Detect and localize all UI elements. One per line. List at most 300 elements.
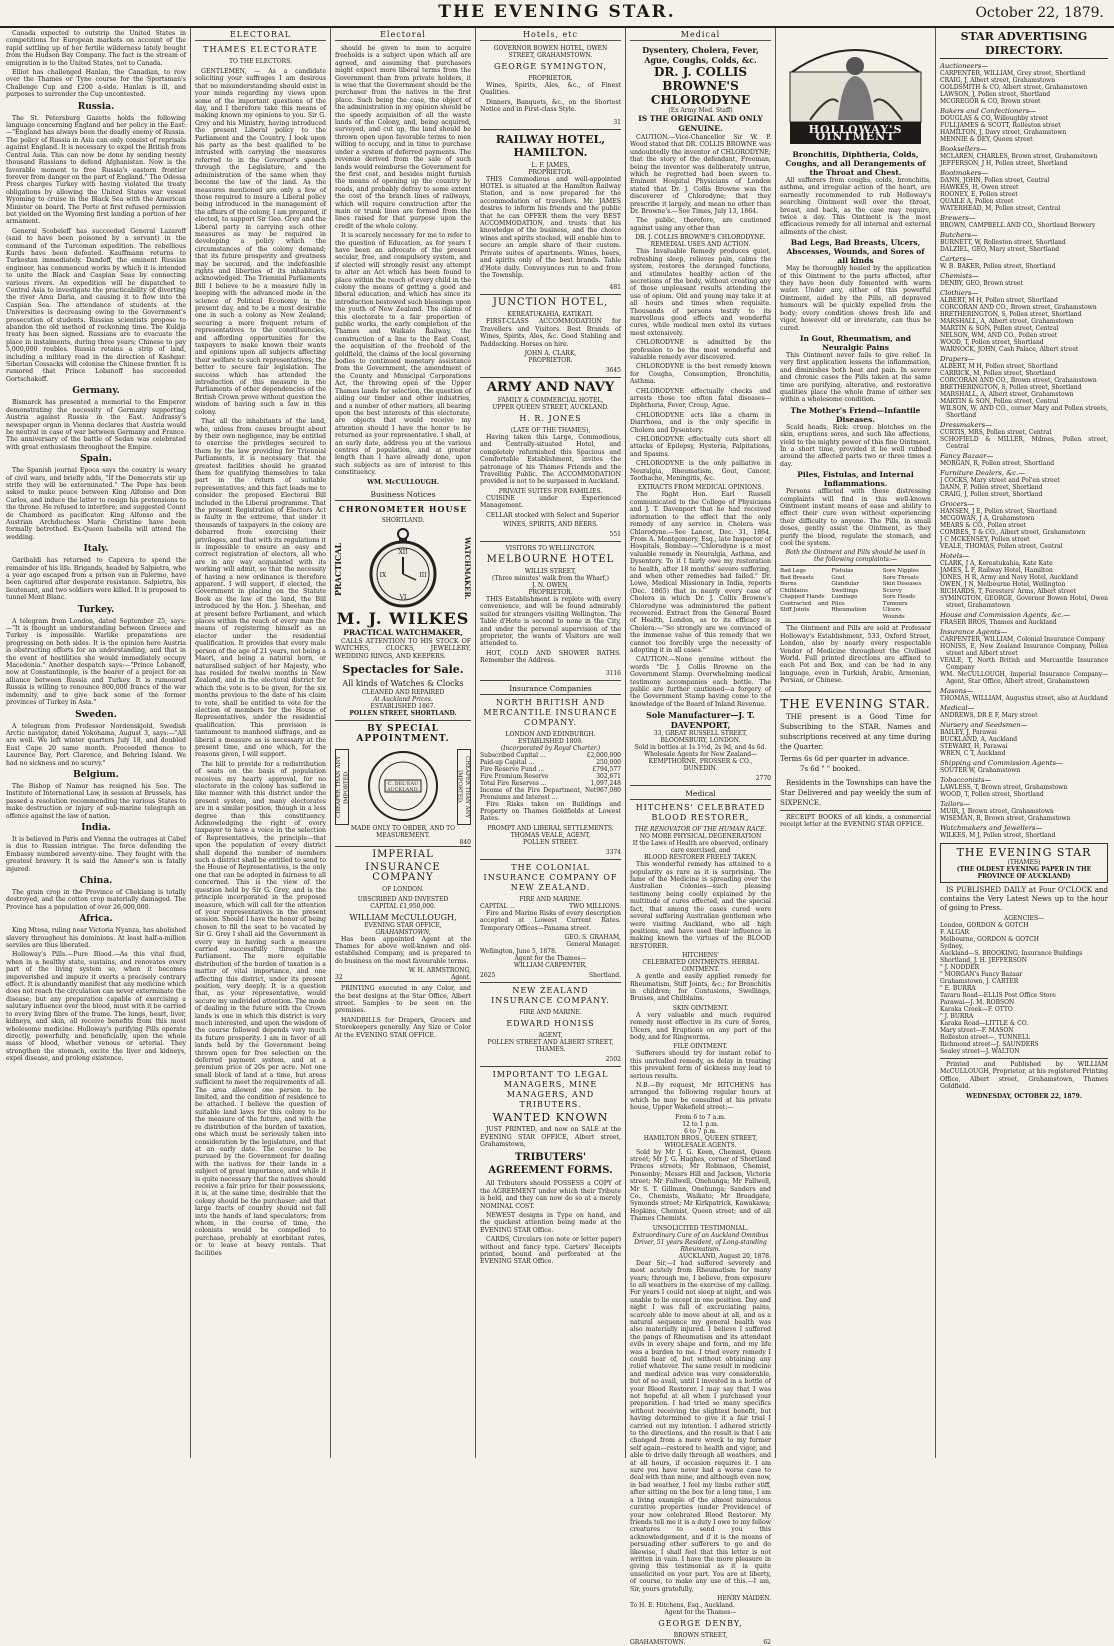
ad-side-label: WATCHMAKER. — [463, 536, 472, 600]
ad-text: CHLORODYNE is admitted by the profession to be the most wonderful and valuable remedy ever discovered. — [630, 339, 771, 361]
ad-line: FIRE AND MARINE. — [519, 895, 582, 903]
article-paragraph: GENTLEMEN, — As a candidate soliciting your suffrages I am desirous that no misunderstanding should exist in your minds regarding my views upon some of the important questions of the day, and I therefore take this means of making known my opinions to you. Sir G. Grey and his Ministry, having introduced the present Liberal policy to the Parliament and the Country, I look upon his party as the best qualified to be intrusted with carrying the measures referred to in the Governor's speech through the Legislature, and the administration of the same when they become the law of the land. As the measures mentioned are only a few of those required to insure a Liberal policy being introduced in the management of the affairs of the colony, I am prepared, if elected, to support Sir Geo. Grey and the Liberal party in carrying such other measures as may be required in developing a policy which the circumstances of the colony demand; that its future prosperity and greatness may be secured, and the indefeasible rights and liberties of its inhabitants acknowledged. The Triennial Parliaments Bill I believe to be a measure fully in keeping with the advanced mode in the science of Political Economy in the present day, and to be a most desirable one in such a colony as New Zealand; securing a more frequent return of representatives to the constituencies, and affording opportunities for the taxpayers to make known their wants and opinions upon all subjects affecting their welfare to such representatives; the better to secure fair legislation. The success which has attended the introduction of this measure in the Parliaments of other dependencies of the British Crown prove without question the wisdom of having such a law in this colony. — [195, 68, 326, 416]
ad-headline: ARMY AND NAVY — [486, 379, 615, 395]
agency-entry: Sealey street—J. WALTON — [940, 1048, 1020, 1055]
svg-text:XII: XII — [398, 548, 408, 556]
capital-row — [480, 766, 621, 773]
directory-entry: WM. McCULLOUGH, Imperial Insurance Company—Agent, Star Office, Albert street, Grahamstown — [940, 671, 1108, 685]
article-paragraph: Bismarck has presented a memorial to the Emperor demonstrating the necessity of Germany supporting Austria against Russia in the East. Andrassy's newspaper organ in Vienna declares that Austria would be neutral in case of war between Germany and France. The anniversary of the battle of Sedan was celebrated with great enthusiasm throughout the Empire. — [6, 399, 186, 451]
ad-line: Wellington, June 5, 1878. — [480, 948, 557, 956]
ad-text: This Ointment never fails to give relief. In very first application lessens the inflammation, and diminishes both heat and pain. In severe and chronic cases the Pills taken at the same time are purifying, alterative, and restorative qualities place the whole frame of either sex within a wholesome condition. — [780, 351, 931, 404]
column-news — [6, 30, 186, 1456]
agency-entry: " E. BURRA — [940, 985, 976, 992]
signature: WM. McCULLOUGH. — [367, 478, 439, 486]
article-paragraph: The bill to provide for a redistribution of seats on the basis of population receives my hearty approval, for no electorate in the colony has suffered in like manner with this district under the present system, and many electorates are in a similar position, though in a less degree than this constituency. Acknowledging the right of every taxpayer to have a voice in the selection of Representatives, the principle—that upon the population of every district shall depend the number of members such a district shall be entitled to send to the House of Representatives, is the only one that can be adopted in fairness to all concerned. This is the view of the question held by Sir G. Grey, and is the principle incorporated in the proposed measure, which will call for the attention of your representatives in the present session. Should I have the honor of being chosen to fill the seat to be vacated by Sir G. Grey I shall aid the Government in every way in having such a measure carried successfully through the Parliament. The more equitable distribution of the burden of taxation is a matter of vital importance, and one affecting this district, under its present position, very deeply. It is a question that, as your representative, would secure my undivided attention. The mode of dealing in the future with the Crown lands is one in which this district is very much interested, and upon the wisdom of the course followed depends very much its future prosperity. I am in favor of all lands held by the Government being thrown open for free selection on the deferred payment system, and at a premium price of 20s per acre. Not one small block of land at a time, but areas sufficient to meet the requirements of all. The area allowed one person to be limited, and the condition of residence to be attached. I believe the question of suitable land laws for this colony to be the measure of the future, and with the re distribution of the burden of taxation, one which must be seriously taken into consideration by the legislature, and that at an early date. The course to be pursued by the Government for dealing with the natives for their lands in a subject of great importance, and while it is quite necessary that the natives should receive a fair price for their possessions, it is, at the same time, desirable that the colony should be the purchaser; and that large tracts of country should not fall into the hands of land speculators; from whom, in the course of time, the colonists would be compelled to purchase, probably at exorbitant rates, or to lease at heavy rentals. That facilities — [195, 760, 326, 1257]
ad-text: THIS Commodious and well-appointed HOTEL is situated at the Hamilton Railway Station, and is now prepared for the accommodation of travellers. Mr. JAMES desires to inform his friends and the public that he can OFFER them the very BEST ACCOMMODATION, and trusts that his knowledge of the business, and the choice wines and spirits stocked, will enable him to secure an ample share of their custom. Private suites of apartments. Wines, beers, and spirits only of the best brands. Table d'Hote daily. Conveyances run to and from the Township. — [480, 175, 621, 279]
seal-text: C. DEL'EAU AUCKLAND. — [386, 781, 420, 794]
agency-entry: Parawai—J. M. ROBSON — [940, 999, 1015, 1006]
agency-entry: " J. BURRA — [940, 1013, 974, 1020]
directory-entry: MEARS & CO., Pollen street — [940, 522, 1026, 529]
notice-subtitle: TO THE ELECTORS. — [229, 58, 292, 65]
ad-text: The Right Hon. Earl Russell communicated to the College of Physicians and J. T. Davenport that he had received information to the effect that the only remedy of any service in Cholera was Chlorodyne.—See Lancet, Dec. 31, 1864. From A. Montgomery, Esq., late Inspector of Hospitals, Bombay:—"Chlorodyne is a most valuable remedy in Neuralgia, Asthma, and Dysentery. To it I fairly owe my restoration to health, after 18 months' severe suffering, and when other remedies had failed." Dr. Lowe, Medical Missionary in India, reports (Dec. 1865) that in nearly every case of Cholera in which Dr. J. Collis Browne's Chlorodyne was administered the patient recovered. Extract from the General Board of Health, London, as to its efficacy in Cholera:—"So strongly are we convinced of the immense value of this remedy that we cannot too forcibly urge the necessity of adopting it in all cases." — [630, 491, 771, 654]
ad-headline: THE COLONIAL INSURANCE COMPANY OF NEW ZEALAND. — [483, 862, 618, 892]
directory-entry: MARSHALL, A, Albert street, Grahamstown — [940, 391, 1074, 398]
section-heading-spain: Spain. — [80, 454, 112, 465]
directory-entry: BURNETT, W, Rolleston street, Shortland — [940, 239, 1066, 246]
ad-headline: GEORGE SYMINGTON, — [493, 62, 607, 71]
ad-line: THE RENOVATOR OF THE HUMAN RACE. — [634, 826, 767, 834]
ad-headline: IMPERIAL — [372, 849, 434, 861]
ad-number: 551 — [480, 528, 621, 542]
ad-text: Wines, Spirits, Ales, &c., of Finest Qualities. — [480, 82, 621, 97]
ad-line: Both the Ointment and Pills should be used in the following complaints:— — [785, 549, 926, 564]
agencies-list — [940, 922, 1108, 1055]
ad-side-label: PRACTICAL — [333, 542, 343, 596]
directory-entry: STEWART, H, Parawai — [940, 743, 1008, 750]
directory-entry: MARTIN & SON, Pollen street, Central — [940, 325, 1059, 332]
section-header: Medical — [630, 789, 771, 800]
ad-subtitle: PRACTICAL WATCHMAKER, — [343, 627, 463, 637]
ad-line: 6 to 7 p.m. — [684, 1127, 717, 1135]
ad-text: Dear Sir,—I had suffered severely and most acutely from Rheumatism for many years; through me, I believe, from exposure to all weathers in the exercise of my calling. For years I could not sleep at night, and was unable to lie except in one position. Day and night I was full of excruciating pains, scarcely able to move about at all, and as a natural sequence my general health was also materially injured. I believe I suffered the pangs of Rheumatism and its attendant evils in every shape and form, and my life was a burden to me. I tried every remedy I could hear of, but without obtaining any relief whatever. The same result in medicine and medical advice was very considerable, but of no avail, until I invested in a bottle of your Blood Restorer. I may say that I was not hopeful at all when I purchased your preparation. I had tried so many specifics without receiving the slightest benefit, but having determined to give it a fair trial I carried out my intention. I adhered strictly to the directions, and the result is that I am changed from a mere wreck to my former self again—restored to health and vigor, and able to drive daily through all weathers, and at all hours, if occasion requires it. I am sure you have never had a worse case to deal with than mine, and although even now, in bad weather, I feel my limbs rather stiff, after sitting on the box for a long time, I am a living example of the almost miraculous curative properties (under Providence) of your now celebrated Blood Restorer. My friends tell me it is a duty I owe to my fellow creatures to send you this acknowledgement, and if it is the means of persuading other sufferers to go and do likewise, I shall feel that this letter is not written in vain. I have the more pleasure in giving this testimonial as it is quite unsolicited on your part. You are at liberty, of course, to make any use of this.—I am, Sir, yours gratefully, — [630, 1259, 771, 1593]
ad-text: CUISINE under Experienced Management. — [480, 494, 621, 510]
ad-line: WINES, SPIRITS, AND BEERS. — [503, 521, 598, 528]
ad-line: Terms 6s 6d per quarter in advance. — [780, 754, 910, 763]
directory-entry: JAMES, L F, Railway Hotel, Hamilton — [940, 567, 1053, 574]
ad-line: ESTABLISHED 1809. — [518, 737, 583, 745]
directory-entry: J C MCKENSEY, Pollen street — [940, 536, 1030, 543]
directory-entry: HAMILTON, J, Davy street, Grahamstown — [940, 129, 1067, 136]
directory-entry: ANDREWS, DR E F, Mary street — [940, 712, 1038, 719]
ad-line: PROPRIETOR. — [528, 589, 573, 596]
directory-entry: HAWKES, H, Owen street — [940, 184, 1019, 191]
ad-line: FIRE AND MARINE. — [519, 1009, 582, 1017]
ad-line: CLEANED AND REPAIRED — [361, 689, 445, 697]
agency-entry: " J. NODDER — [940, 964, 980, 971]
holloway-illustration — [780, 32, 931, 147]
article-paragraph: The St. Petersburg Gazette holds the following language concerning England and her policy in the East:—"England has always been the deadly enemy of Russia. The policy of Russia in Asia can only consist of reprisals against England. It is necessary to expel the British from Central Asia. This can now be done by sending twenty thousand Russians to defend Afghanistan. Now is the favorable moment to free Russia's eastern frontier forever from danger on the part of England." The Odessa Press charges Turkey with having violated the treaty obligations by allowing the United States war vessel Wyoming to cruise in the Black Sea with the American Minister on board. The Porte at first refused permission but yielded on the Wyoming first landing a portion of her armament. — [6, 114, 186, 226]
ad-text: Scald heads, Rick: croup. blotches on the skin, eruptions sores, and such like affections, yield to the mighty power of this fine Ointment. In a short time, provided it be well rubbed around the affected parts two or three times a day. — [780, 423, 931, 468]
ad-line: All kinds of Watches & Clocks — [342, 679, 464, 689]
section-heading-italy: Italy. — [83, 544, 109, 555]
ad-line: From 6 to 7 a.m. — [675, 1113, 726, 1121]
complaints-list — [780, 565, 931, 623]
ad-line: PROPRIETOR. — [528, 356, 573, 364]
ad-line: If the Laws of Health are observed, ordinary care exercised, and — [632, 840, 769, 855]
ad-line: HITCHENS' — [682, 952, 719, 960]
directory-category: Booksellers— — [940, 145, 987, 153]
section-header: Business Notices — [335, 490, 471, 501]
article-paragraph: The grain crop in the Province of Chekiang is totally destroyed, and the cotton crop materially damaged. The Province has a population of over 26,000,000. — [6, 889, 186, 911]
ad-line: AGENT, — [538, 1032, 563, 1040]
ad-line: POLLEN STREET. — [523, 838, 578, 846]
ad-number: 3116 — [480, 667, 621, 681]
ad-headline: EDWARD HONISS — [506, 1019, 595, 1029]
ad-headline: HITCHENS' CELEBRATED BLOOD RESTORER, — [635, 803, 766, 823]
ad-number: 840 — [335, 839, 471, 847]
ad-line: HAMILTON BROS., QUEEN STREET, — [643, 1134, 758, 1142]
directory-entry: MCGOWAN, J A, Grahamstown — [940, 515, 1035, 522]
ad-headline: TRIBUTERS' AGREEMENT FORMS. — [488, 1152, 613, 1177]
ad-line: POLLEN STREET AND ALBERT STREET, THAMES. — [487, 1039, 614, 1054]
column-rule — [625, 28, 626, 1458]
ad-line: DUNEDIN. — [683, 765, 718, 773]
section-heading-sweden: Sweden. — [75, 709, 117, 720]
directory-entry: DANN, JOHN, Pollen street, Central — [940, 177, 1050, 184]
directory-category: Bakers and Confectioners— — [940, 107, 1036, 115]
ad-line: HENRY MAIDEN. — [717, 1594, 771, 1602]
column-electoral — [195, 30, 326, 1456]
ad-headline: BY SPECIAL APPOINTMENT. — [356, 724, 450, 745]
ad-line: PRIVATE SUITES FOR FAMILIES. — [498, 487, 603, 495]
directory-entry: ROONEY, E, Pollen street — [940, 191, 1018, 198]
ad-line: L. F. JAMES, — [531, 161, 570, 169]
ad-text: Fire and Marine Risks of every description accepted at Lowest Current Rates. Temporary Offices—Panama street. — [480, 909, 621, 932]
ad-headline: The Mother's Friend—Infantile Diseases. — [790, 405, 921, 424]
ad-text: Having taken this Large, Commodious, and Centrally-situated Hotel, and completely refurnished this Spacious and Comfortable Establishment, invites the patronage of his Thames Friends and the Travelling Public. The ACCOMMODATION provided is not to be surpassed in Auckland. — [480, 433, 621, 486]
directory-entry: MCGREGOR & CO, Brown street — [940, 98, 1041, 105]
directory-category: Chemists— — [940, 272, 979, 280]
directory-entry: WILKES, M J, Pollen street, Shortland — [940, 832, 1056, 839]
directory-entry: HANSEN, J E, Pollen street, Shortland — [940, 508, 1057, 515]
ad-number: 2770 — [630, 772, 771, 786]
directory-category: Brewers— — [940, 214, 976, 222]
ad-title: M. J. WILKES — [336, 608, 470, 628]
ad-line: THOMAS VEALE, AGENT, — [510, 831, 591, 839]
ad-headline: NORTH BRITISH AND MERCANTILE INSURANCE COMPANY. — [483, 697, 618, 727]
ad-headline: GEORGE DENBY, — [658, 1618, 743, 1628]
directory-category: Tailors— — [940, 800, 971, 808]
agency-entry: Mary street—F. MASON — [940, 1027, 1014, 1034]
ad-line: 12 to 1 p.m. — [682, 1120, 719, 1128]
ad-line: ESTABLISHED 1867. — [370, 703, 436, 711]
row-value: 250,000 — [596, 758, 621, 766]
directory-entry: MUIR, J, Brown street, Grahamstown — [940, 808, 1054, 815]
complaints-column: Fistulas Gout Glandular Swellings Lumbago Piles Rheumatism — [831, 568, 867, 614]
ad-line: CAPITAL £1,950,000. — [370, 903, 436, 911]
directory-entry: ALBERT, M H, Pollen street, Shortland — [940, 297, 1058, 304]
agencies-heading: AGENCIES— — [1003, 915, 1045, 922]
directory-category: Carters— — [940, 255, 973, 263]
directory-category: Hotels— — [940, 552, 970, 560]
notice-title: THAMES ELECTORATE — [203, 45, 318, 54]
ad-text: N.B.—By request, Mr HITCHENS has arranged the following regular hours at which he may be consulted at his private house, Upper Wakefield street:— — [630, 1082, 771, 1112]
ad-text: This Invaluable Remedy produces quiet, refreshing sleep, relieves pain, calms the system, restores the deranged functions, and stimulates healthy action of the secretions of the body, without creating any of those unpleasant results attending the use of opium. Old and young may take it at all hours and times when requisite. Thousands of persons testify to its marvellous good effects and wonderful cures, while medical men extol its virtues most extensively. — [630, 248, 771, 337]
directory-entry: SOUTER W, Grahamstown — [940, 767, 1021, 774]
ad-line: UPPER QUEEN STREET, AUCKLAND. — [492, 403, 609, 411]
directory-category: Medical— — [940, 704, 975, 712]
pocket-watch-icon — [363, 526, 443, 608]
directory-entry: NELSON, WM, AND CO., Pollen street — [940, 332, 1058, 339]
ad-line: SKIN OINTMENT. — [672, 1004, 729, 1012]
ad-text: The public, therefore, are cautioned against using any other than — [630, 217, 771, 232]
agency-entry: Sydney, — [940, 943, 964, 950]
article-paragraph: A telegram from Professor Nordenskjold, Swedish Arctic navigator, dated Yokohama, August 3, says:—"All are well. We left winter quarters July 18, and doubled East Cape 20 same month. Proceeded thence to Laurence Bay, Port Clarence, and Behring Island. We had no sickness and no scurvy." — [6, 722, 186, 767]
section-heading-china: China. — [79, 876, 113, 886]
watch-illustration — [335, 524, 471, 610]
directory-entry: GOLDSMITH & CO, Albert street, Grahamstown — [940, 84, 1088, 91]
directory-entry: VEALE, T, North British and Mercantile Insurance Company — [940, 657, 1108, 671]
ad-line: PROPRIETOR. — [528, 168, 573, 176]
ad-headline: Spectacles for Sale. — [342, 663, 464, 677]
directory-category: Dressmakers— — [940, 421, 992, 429]
ad-headline: THE EVENING STAR. — [780, 696, 931, 711]
directory-heading: STAR ADVERTISING DIRECTORY. — [940, 30, 1108, 59]
agency-entry: Tararu Road—ELLIS Post Office Store — [940, 992, 1056, 999]
section-heading-africa: Africa. — [79, 914, 113, 925]
row-label: Fire Reserve Fund ... — [480, 765, 545, 773]
ad-title: CHRONOMETER HOUSE — [338, 503, 468, 514]
agency-entry: Rolleston street—, TUNNELL — [940, 1034, 1030, 1041]
column-rule — [775, 28, 776, 1458]
directory-entry: WATERHEAD, M, Pollen street, Central — [940, 205, 1061, 212]
box-subtitle: (THAMES) — [1007, 859, 1041, 866]
agency-entry: Melbourne, GORDON & GOTCH — [940, 936, 1039, 943]
directory-category: Drapers— — [940, 355, 975, 363]
ad-subtitle: SHORTLAND. — [381, 516, 425, 524]
directory-entry: CLARK, J A, Kereatukahia, Kate Kate — [940, 560, 1053, 567]
directory-entry: MENNIE & DEY, Queen street — [940, 136, 1033, 143]
ad-banner: HOLLOWAY'S OINTMENT — [808, 123, 903, 144]
ad-text: Sold by Mr J. G. Keen, Chemist, Queen street; Mr J. G. Hughes, corner of Shortland Princes streets; Mr Robinson, Chemist, Ponsonby; Messrs Hill and Jackson, Victoria street; Mr Fallwell, Onehunga; Mr Fallwell, Mr S. T. Gillman, Onehunga; Sanders and Co., Chemists, Waikato; Mr Broadgate, Symonds street; Mr Kirkpatrick, Kawakawa; Hopkins, Chemist, Queen street; and of all Thames Chemists. — [630, 1148, 771, 1223]
ad-headline: NEW ZEALAND INSURANCE COMPANY. — [491, 986, 610, 1006]
ad-text: Sufferers should try for instant relief to this unrivalled remedy, as delay in treating this prevalent form of sickness may lead to serious results. — [630, 1050, 771, 1080]
column-header: ELECTORAL — [195, 30, 326, 41]
directory-entry: RICHARDS, T, Foresters' Arms, Albert street — [940, 588, 1076, 595]
article-paragraph: should be given to men to acquire freeholds is a subject upon which all are agreed, and assuming that purchasers might expect more liberal terms from the Government than from private holders, it is wise that the Government should be the purchaser from the natives in the first place. Such being the case, the object of the administration in my opinion should be the speedy acquisition of all the waste lands of the Colony, and, being acquired, surveyed, and cut up, the land should be thrown open upon favorable terms to men willing to occupy, and in time to purchase under a system of deferred payments. The revenue derived from the sale of such lands would reimburse the Government for the first cost, and besides might furnish the means of opening up the country by roads, and probably defray to some extent the cost of the branch lines of railways, which will require construction after the main or trunk lines are formed from the lines raised for that purpose upon the credit of the whole colony. — [335, 45, 471, 230]
directory-entry: CRAIG, J, Albert street, Grahamstown — [940, 77, 1056, 84]
row-label: Income of the Fire Department, Net Premiums and Interest ... — [480, 786, 597, 801]
ad-footer — [630, 1639, 771, 1646]
capital-row — [480, 780, 621, 787]
ad-text: CELLAR stocked with Select and Superior — [486, 511, 619, 519]
capital-row — [480, 759, 621, 766]
agency-entry: Grahamstown, J. CARTER — [940, 978, 1019, 985]
svg-text:III: III — [419, 571, 427, 579]
column-hotels — [480, 30, 621, 1456]
ad-headline: Dysentery, Cholera, Fever, Ague, Coughs, Colds, &c. — [642, 45, 759, 65]
article-paragraph: Canada expected to outstrip the United States in competitions for European markets on account of the rapid settling up of her fertile wilderness lately bought from the Hudson Bay Company. The fact is the stream of emigration is to the United States, not to Canada. — [6, 30, 186, 67]
capital-row — [480, 787, 621, 801]
ad-line: JOHN A. CLARK, — [524, 349, 577, 357]
ad-line: EXTRACTS FROM MEDICAL OPINIONS. — [637, 484, 764, 492]
ad-line: NO MORE PHYSICAL DEGENERATION — [639, 833, 762, 841]
article-paragraph: King Mtesa, ruling near Victoria Nyanza, has abolished slavery throughout his dominions. At least half-a-million serviles are thus liberated. — [6, 927, 186, 950]
ad-headline: WANTED KNOWN — [492, 1111, 609, 1125]
ad-text: CHLORODYNE is the best remedy known for Coughs, Consumption, Bronchitis, Asthma. — [630, 363, 771, 386]
ad-number: 3374 — [480, 846, 621, 860]
directory-entry: DENBY, GEO, Brown street — [940, 280, 1023, 287]
directory-entry: CURTIS, MRS, Pollen street, Central — [940, 429, 1052, 436]
ad-line: WILLIAM McCULLOUGH, — [349, 913, 457, 923]
ad-text: Residents in the Townships can have the Star Delivered and pay weekly the sum of SIXPENCE. — [780, 778, 931, 807]
section-heading-germany: Germany. — [72, 386, 120, 397]
ad-headline: RAILWAY HOTEL, HAMILTON. — [495, 132, 606, 159]
article-paragraph: The Spanish journal Epoca says the country is weary of civil wars, and briefly adds, "If the Democrats stir up strife they will be exterminated." The Pope has been asked to make peace between King Alfonso and Don Carlos, and induce the latter to resign his pretensions to the throne. He refused to interfere; and suggested Count de Chambord as pacificator. King Alfonso and the Austrian Archduchess Marie Christine have been formally betrothed. Ex-Queen Isabella will attend the wedding. — [6, 467, 186, 541]
capital-row — [480, 903, 621, 910]
ad-text: CAUTION.—Vice-Chancellor Sir W. P. Wood stated that DR. COLLIS BROWNE was undoubtedly the inventor of CHLORODYNE; that the story of the defendant, Freeman, being the inventor was deliberately untrue, which he regretted had been sworn to. Eminent Hospital Physicians of London stated that Dr. J. Collis Browne was the discoverer of Chlorodyne; that they prescribe it largely, and mean no other than Dr. Browne's.—See Times, July 13, 1864. — [630, 134, 771, 216]
article-paragraph: It is scarcely necessary for me to refer to the question of Education, as for years I have been an advocate of the present secular, free, and compulsory system, and if elected will strongly resist any attempt to alter an Act which has been found to place within the reach of every child in the colony the means of getting a good and liberal education, and which has since its introduction bestowed such blessings upon the youth of New Zealand. The claims of this electorate to a fair proportion of public works, the early completion of the Thames and Waikato Railway, the construction of a line to the East Coast, the acquisition of the freehold of the goldfield, the claims of the local governing bodies to continued monetary assistance from the Government, the amendment of the County and Municipal Corporations Act, the throwing open of the Upper Thames lands for selection, the question of aiding our timber and other industries, and a number of other matters, all bearing upon the best interests of this electorate, are objects that would receive my attention should I have the honor to be returned as your representative. I shall, at an early date, address you at the various centres of population, and at greater length than I have already done, upon such subjects as are of interest to this constituency. — [335, 232, 471, 477]
directory-entry: CORCORAN AND CO., Brown street, Grahamstown — [940, 304, 1097, 311]
ad-line: WILLIAM CARPENTER, — [513, 962, 588, 970]
directory-category: Bootmakers— — [940, 169, 989, 177]
ad-line: GOVERNOR BOWEN HOTEL, OWEN STREET, GRAHAMSTOWN. — [493, 45, 608, 59]
ad-number: 3645 — [480, 364, 621, 378]
ad-line: 7s 6d " " booked. — [800, 764, 861, 773]
directory-category: Tobacconists— — [940, 776, 992, 784]
ad-line: AUCKLAND, August 20, 1878. — [678, 1252, 771, 1260]
directory-entry: CARRICK, M, Pollen street, Shortland — [940, 370, 1056, 377]
capital-row — [480, 752, 621, 759]
section-heading-turkey: Turkey. — [77, 604, 115, 615]
ad-text: CHLORODYNE acts like a charm in Diarrhoea, and is the only specific in Cholera and Dysentery. — [630, 411, 771, 434]
ad-line: UNSOLICITED TESTIMONIAL. — [652, 1224, 749, 1232]
ad-text: Has been appointed Agent at the Thames for above well-known and old-established Company, and is prepared to do business on the most favourable terms. — [335, 935, 471, 965]
column-rule — [935, 28, 936, 1458]
article-paragraph: A telegram from London, dated September 25, says:—"It is thought an understanding between Greece and Turkey is impossible. Warlike preparations are progressing on both sides. It is the opinion here Austria is obstructing efforts for an understanding, and that in the event of hostilities she would immediately occupy Macedonia." Another despatch says:—"Prince Lobanoff, now at Constantinople, is the bearer of a project for an alliance between Russia and Turkey. It is rumoured Russia is willing to renounce 800,000 francs of the war indemnity, and to give back some of the former provinces of Turkey in Asia." — [6, 617, 186, 707]
ad-headline: MELBOURNE HOTEL — [486, 554, 615, 565]
column-rule — [190, 28, 191, 1458]
ad-line: General Manager. — [566, 941, 621, 949]
ad-line: LONDON AND EDINBURGH. — [505, 730, 596, 738]
ad-text: NEWEST designs in Type on hand, and the quickest attention being made at the EVENING STAR Office. — [480, 1211, 621, 1234]
article-paragraph: Garibaldi has returned to Caprera to spend the remainder of his life. Brigands, headed by Salpietra, who a year ago escaped from a prison van in Palermo, have been captured after desperate resistance. Salpietra, his lieutenant, and two soldiers were killed. It is proposed to tunnel Mont Blanc. — [6, 557, 186, 602]
ad-text: HOT, COLD AND SHOWER BATHS. Remember the Address. — [480, 649, 621, 665]
ad-number: 2625 — [480, 972, 496, 980]
directory-entry: WREN, C T, Auckland — [940, 750, 1006, 757]
ad-line: REMEDIAL USES AND ACTION. — [650, 241, 751, 249]
directory-entry: WARNOCK, JOHN, Cash Palace, Albert street — [940, 346, 1079, 353]
row-label: Fire Premium Reserve — [480, 772, 549, 780]
directory-entry: SYMINGTON, GEORGE, Governor Bowen Hotel, Owen street, Grahamstown — [940, 595, 1108, 609]
row-value: 302,671 — [596, 772, 621, 780]
directory-entry: WISEMAN, R, Brown street, Grahamstown — [940, 815, 1071, 822]
directory-category: Masons— — [940, 687, 974, 695]
article-paragraph: It is believed in Paris and Vienna the outrages at Cabul is due to Russian intrigue. The force defending the Embassy numbered seventy-nine. They fought with the greatest bravery. It is said the Ameer's son is fatally injured. — [6, 835, 186, 873]
directory-entry: THOMAS, WILLIAM, Augustus street, also at Auckland — [940, 695, 1108, 702]
column-header: Electoral — [335, 30, 471, 41]
ad-number: 32 — [335, 974, 343, 982]
ad-text: Dinners, Banquets, &c., on the Shortest Notice and in First-class Style. — [480, 98, 621, 114]
row-label: Total Fire Reserves ... — [480, 779, 547, 787]
article-paragraph: The Bishop of Namur has resigned his See. The Institute of International Law, in session at Brussels, has passed a resolution recommending the various States to make destruction or injury of sub-marine telegraph an offence against the law of nation. — [6, 782, 186, 820]
agency-entry: Auckland—S. BROOKING, Insurance Buildings — [940, 950, 1083, 957]
directory-entry: CORCORAN AND CO., Brown street, Grahamstown — [940, 377, 1097, 384]
directory-category: Auctioneers— — [940, 62, 989, 70]
directory-entry: BRETHERINGTON, S, Pollen street, Shortland — [940, 311, 1082, 318]
directory-entry: CRAIG, J, Pollen street, Shortland — [940, 491, 1043, 498]
directory-entry: DANN, F, Pollen street, Shortland — [940, 484, 1043, 491]
directory-category: Nursery and Seedsmen— — [940, 721, 1028, 729]
ad-line: Extraordinary Cure of an Auckland Omnibus Driver, 51 years Resident, of Long-standing Rheumatism. — [632, 1231, 769, 1253]
masthead-date: October 22, 1879. — [975, 5, 1104, 21]
directory-list — [940, 62, 1108, 839]
ad-headline: In Gout, Rheumatism, and Neuralgic Pains — [799, 333, 912, 352]
directory-entry: W. B. BAKER, Pollen street, Shortland — [940, 263, 1056, 270]
article-paragraph: That all the inhabitants of the land, who, unless from causes brought about by their own negligence, may be entitled to exercise the privileges secured to them by the law providing for Triennial Parliaments, it is necessary that the greatest facilities should be granted them for qualifying themselves to take part in the return of suitable representatives; and this fact leads me to consider the proposed Electoral Bill included in the Liberal programme. That the present Registration of Electors Act is faulty in the extreme, that under it thousands of taxpayers in the colony are debarred from exercising their privileges, and that with its regulations it is impossible to ensure an easy and correct registration of electors, all who are in any way acquainted with its working will admit, so that the necessity of having a new ordinance is therefore apparent. I will support, if elected, the Government in placing on the Statute Book as the law of the land, the Bill introduced by the Hon. J. Sheehan, and at present before Parliament, and which places within the reach of every man the means of registering himself as an elector under the residential qualification. It provides that every male person of the age of 21 years, not being a Maori, and being a natural born, or naturalised subject of her Majesty, who has resided for twelve months in New Zealand, and in the electoral district for which the vote is to be given, for the six months previous to the date of his claim to vote, shall be entitled to vote for the election of members for the House of Representatives, under the residential qualification. This provision is tantamount to manhood suffrage, and as liberal a measure as is necessary at the present time, and one which, for the reasons given, I will support. — [195, 418, 326, 759]
ad-line: IS THE ORIGINAL AND ONLY GENUINE. — [638, 114, 763, 133]
ad-line: Sold in bottles at 1s 1½d, 2s 9d, and 4s 6d. — [634, 744, 767, 752]
column-electoral-business — [335, 30, 471, 1456]
directory-entry: MORGAN, R, Pollen street, Shortland — [940, 460, 1055, 467]
ad-line: Sole Manufacturer—J. T. DAVENPORT, — [646, 710, 755, 731]
ad-line: Agent for the Thames— — [514, 955, 587, 963]
ad-text: CHLORODYNE is the only palliative in Neuralgia, Rheumatism, Gout, Cancer, Toothache, Meningitis, &c. — [630, 460, 771, 483]
directory-entry: MCLAREN, CHARLES, Brown street, Grahamstown — [940, 153, 1098, 160]
svg-text:IX: IX — [379, 571, 387, 579]
ad-line: PROMPT AND LIBERAL SETTLEMENTS. — [487, 824, 614, 832]
ad-text: All Tributers should POSSESS a COPY of the AGREEMENT under which their Tribute is held, and they can now do so at a merely NOMINAL COST. — [480, 1180, 621, 1210]
ad-text: A very valuable and much required remedy most effective in its cure of Sores, Ulcers, and Eruptions on any part of the body, and for Ringworms. — [630, 1011, 771, 1041]
ad-line: UBSCRIBED AND INVESTED — [357, 896, 449, 904]
directory-entry: BRETHERINGTON, S, Pollen street, Shortland — [940, 384, 1082, 391]
ad-line: (Ex Army Med. Staff) — [668, 107, 733, 114]
ad-line: Wholesale Agents for New Zealand—KEMPTHORNE, PROSSER & CO., — [643, 751, 758, 766]
ad-line: GEO. S. GRAHAM, — [564, 934, 621, 942]
box-line: (THE OLDEST EVENING PAPER IN THE PROVINCE OF AUCKLAND) — [956, 866, 1092, 880]
ad-text: RECEIPT BOOKS of all kinds, a commercial receipt letter at the EVENING STAR OFFICE. — [780, 810, 931, 829]
ad-text: CAUTION.—None genuine without the words "Dr. J. Collis Browne on the Government Stamp. Overwhelming medical testimony accompanies each bottle. The public are further cautioned—a forgery of the Government Stamp having come to the knowledge of the Board of Inland Revenue. — [630, 656, 771, 708]
capital-row — [480, 773, 621, 780]
column-medical — [630, 30, 771, 1646]
directory-entry: SCHOFIELD & MILLER, Mdmes, Pollen street, Central — [940, 436, 1108, 450]
section-header: Insurance Companies — [480, 684, 621, 695]
agency-entry: Richmond street—J. SAUNDERS — [940, 1041, 1039, 1048]
agency-entry: F. ALGAR — [940, 929, 970, 936]
row-label: Paid-up Capital ... — [480, 758, 535, 766]
section-heading-russia: Russia. — [77, 101, 115, 112]
row-value: 967,080 — [596, 786, 621, 794]
directory-category: House and Commission Agents, &c.— — [940, 611, 1071, 619]
ad-number: 31 — [480, 116, 621, 130]
complaints-column: Sore Nipples Sore Throats Skin Diseases Scurvy Sore Heads Tumours Ulcers Wounds — [882, 568, 922, 620]
ad-text: Persons afflicted with these distressing complaints will find in this well-known Ointment instant means of ease and ability to effect their cure even without experiencing their difficulty to anyone. The Pills, in small doses, gently assist the Ointment, as they purify the blood, regulate the stomach, and cool the system. — [780, 488, 931, 548]
imprint-date: WEDNESDAY, OCTOBER 22, 1879. — [966, 1092, 1082, 1100]
ad-line: 33, GREAT RUSSELL STREET, BLOOMSBURY, LONDON. — [653, 730, 748, 745]
directory-entry: DOUGLAS & CO, Willoughby street — [940, 115, 1049, 122]
section-heading-belgium: Belgium. — [73, 769, 119, 780]
ad-text: CHLORODYNE effectually checks and arrests those too often fatal diseases—Diphtheria, Fever, Croup, Ague. — [630, 387, 771, 410]
ad-line: MADE ONLY TO ORDER, AND TO MEASUREMENT. — [350, 825, 456, 840]
row-label: Subscribed Capital ... — [480, 751, 546, 759]
ad-text: This wonderful remedy has attained to a popularity as rare as it is surprising. The fame of the Medicine is spreading over the Australian Colonies—such pleasing testimony being coolly explained by the multitude of cures effected, and the special fact, that among the cases cured were several suffering Australian gentlemen who were visiting Auckland, who all high positions, and have used their influence in making known the virtues of the BLOOD RESTORER. — [630, 861, 771, 950]
directory-entry: COMBES, T & CO., Albert street, Grahamstown — [940, 529, 1086, 536]
directory-entry: BUCKLAND, A, Auckland — [940, 736, 1018, 743]
row-value: £794,577 — [592, 765, 621, 773]
ad-headline: H. R. JONES — [519, 413, 582, 423]
masthead-title: THE EVENING STAR. — [438, 2, 676, 22]
directory-entry: BAILEY, J, Parawai — [940, 729, 997, 736]
directory-entry: CARPENTER, WILLIAM, Colonial Insurance Company — [940, 636, 1105, 643]
ad-line: EVENING STAR OFFICE, — [364, 921, 442, 929]
imprint: Printed and Published by WILLIAM McCULLOUGH, Proprietor, at his registered Printing Office, Albert street, Grahamstown, Thames Goldfield. — [940, 1058, 1108, 1091]
ad-side-label: CHEAPER THAN ANY IMPORTED. — [457, 749, 471, 825]
ad-footer — [480, 969, 621, 983]
ad-line: PROPRIETOR. — [528, 75, 573, 82]
agency-entry: Karaka Road—LITTLE & CO. — [940, 1020, 1029, 1027]
ad-line: Agent. — [451, 974, 471, 982]
directory-entry: JONES, H R, Army and Navy Hotel, Auckland — [940, 574, 1078, 581]
directory-entry: FRASER BROS, Thames and Auckland — [940, 619, 1057, 626]
directory-category: Clothiers— — [940, 289, 979, 297]
svg-text:VI: VI — [399, 593, 407, 601]
directory-category: Shipping and Commission Agents— — [940, 759, 1063, 767]
ad-headline: Bad Legs, Bad Breasts, Ulcers, Abscesses, Wounds, and Sores of all kinds — [786, 238, 925, 266]
ad-headline: INSURANCE COMPANY — [365, 862, 441, 884]
agency-entry: London, GORDON & GOTCH — [940, 922, 1029, 929]
ad-text: CALLS ATTENTION TO HIS STOCK OF WATCHES, CLOCKS, JEWELLERY, WEDDING RINGS, AND KEEPERS. — [335, 637, 471, 660]
evening-star-box — [940, 843, 1108, 883]
